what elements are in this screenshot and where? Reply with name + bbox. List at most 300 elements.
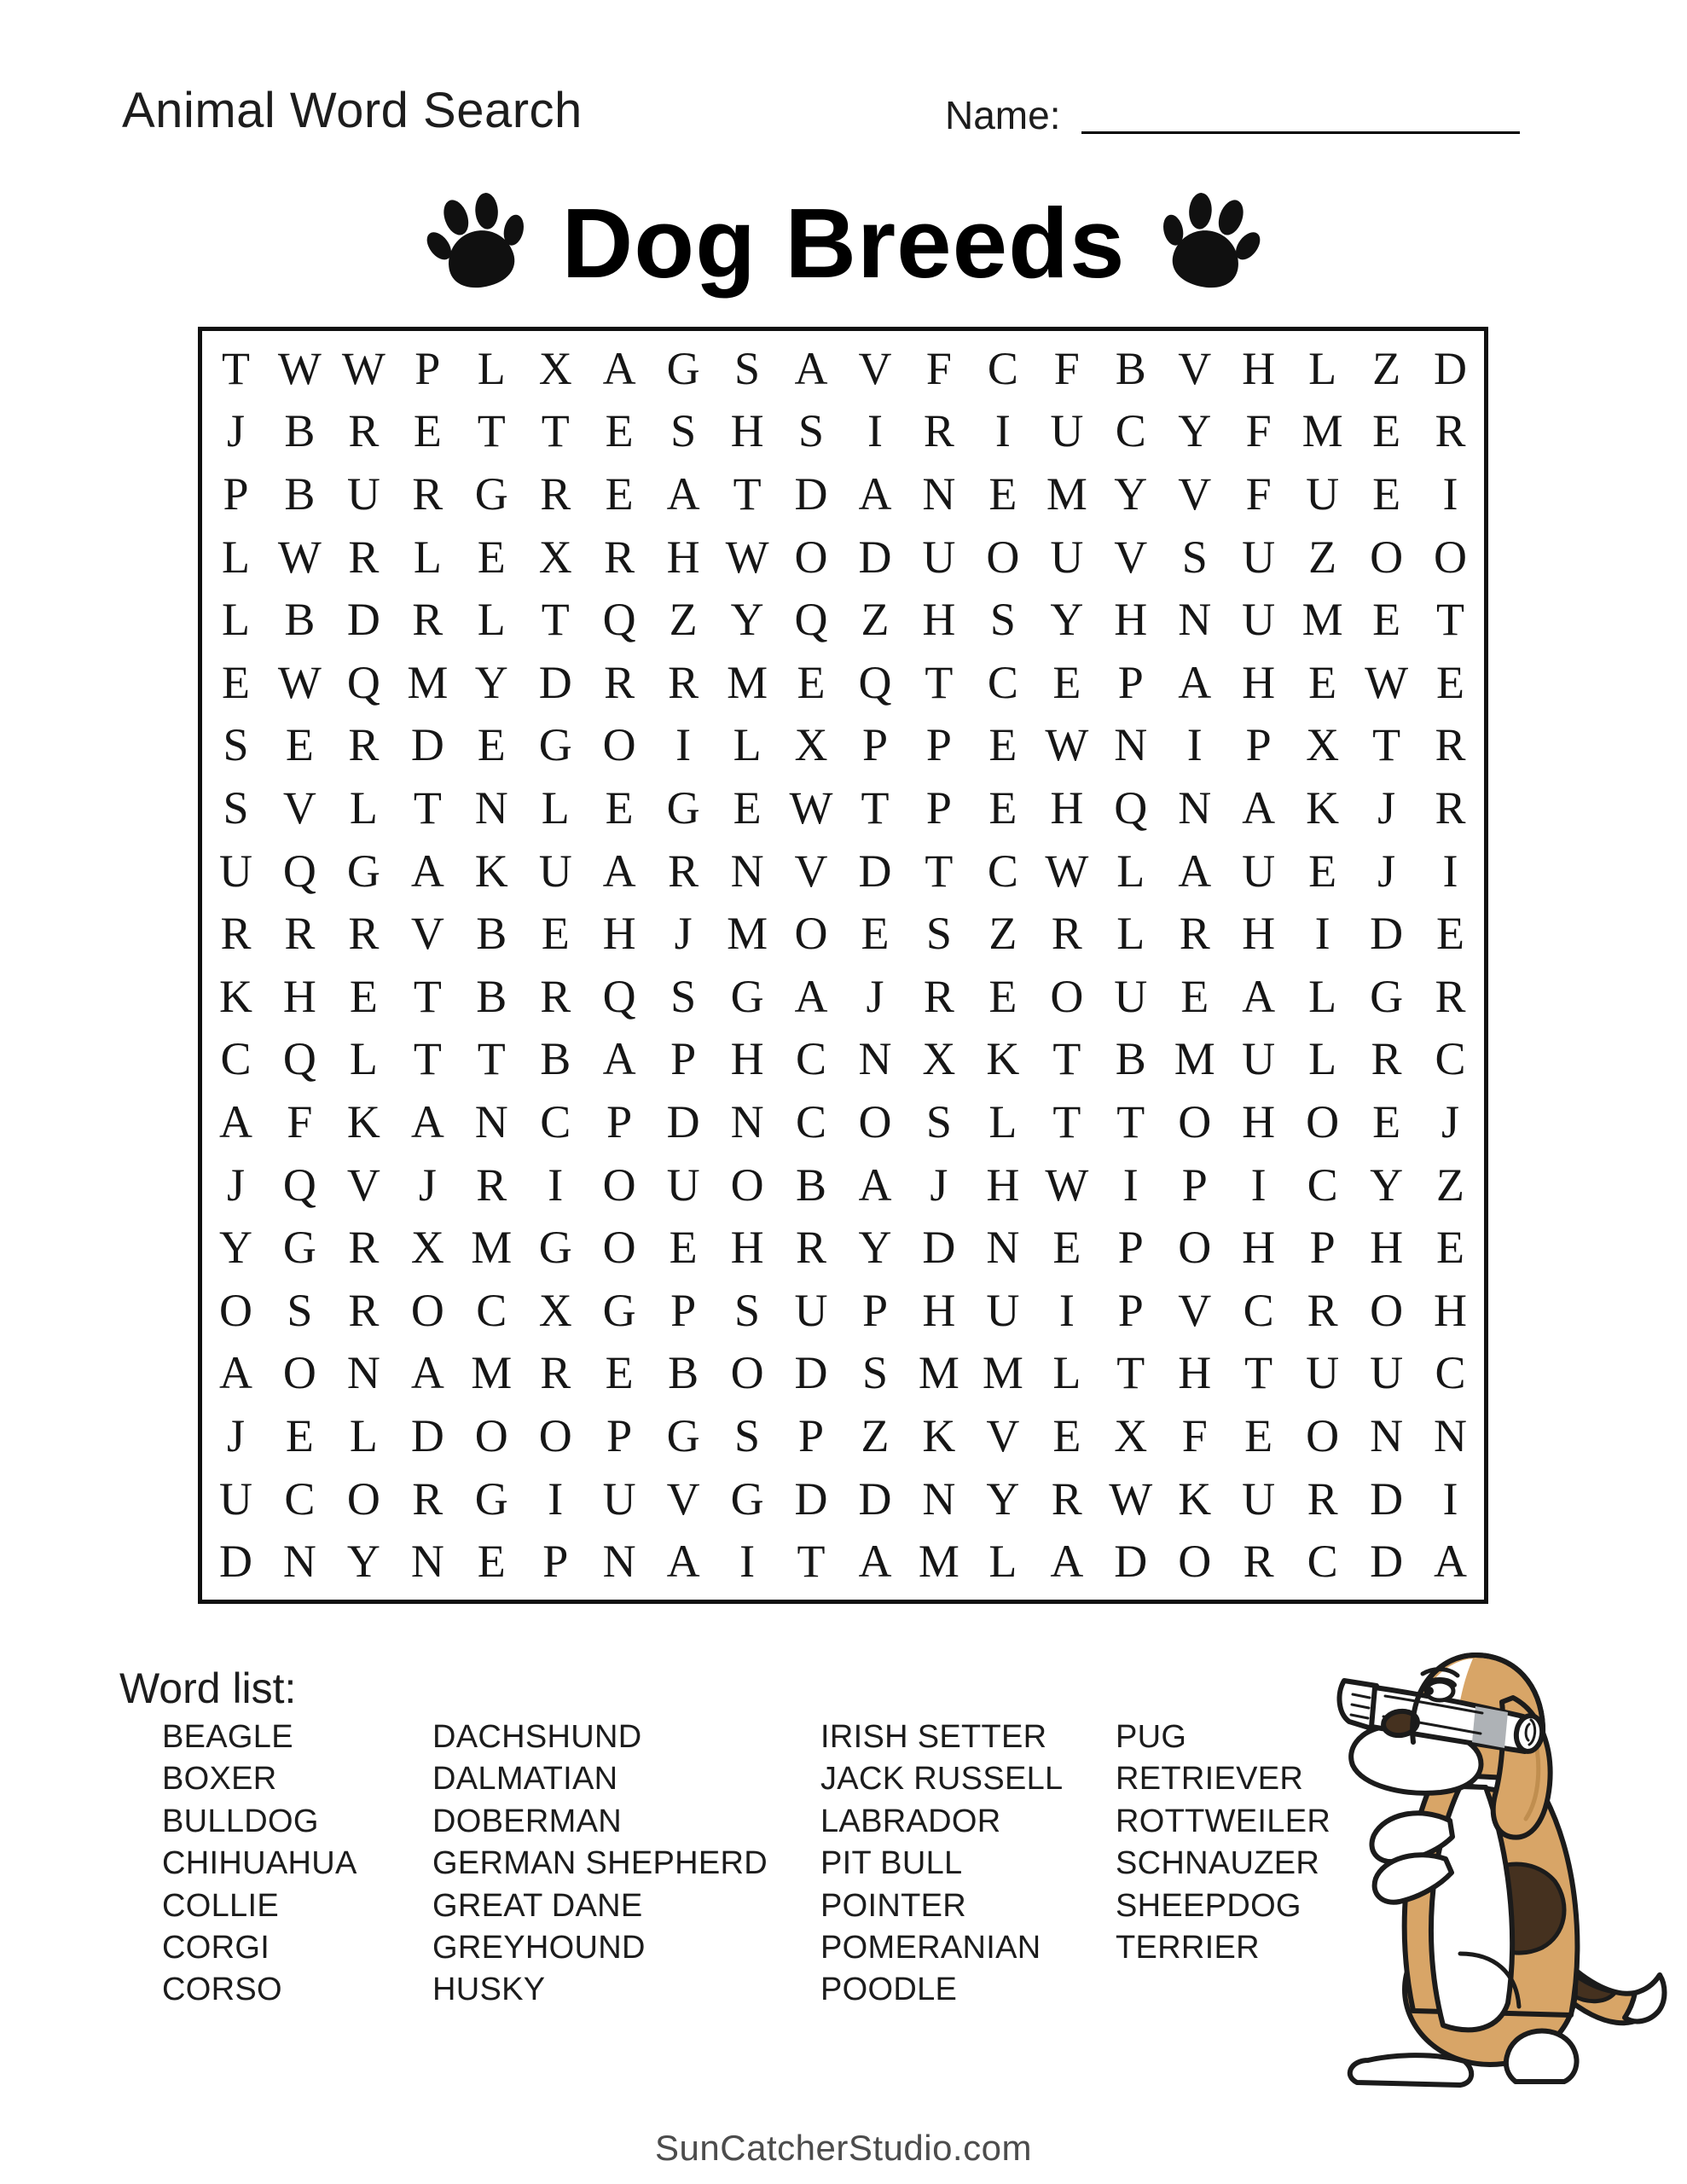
word-list-item: DALMATIAN [432, 1761, 618, 1798]
grid-cell: N [922, 468, 956, 520]
grid-cell: T [1244, 1347, 1273, 1399]
grid-cell: J [1377, 781, 1396, 834]
grid-cell: E [1308, 845, 1337, 897]
grid-cell: L [988, 1536, 1017, 1588]
grid-cell: O [1178, 1095, 1212, 1147]
grid-cell: R [668, 656, 699, 708]
grid-cell: B [284, 405, 316, 457]
grid-cell: E [1052, 656, 1081, 708]
grid-cell: V [346, 1159, 380, 1211]
grid-cell: V [1178, 342, 1212, 394]
grid-cell: H [1242, 1222, 1276, 1274]
grid-cell: A [1050, 1536, 1084, 1588]
grid-cell: W [277, 531, 322, 583]
grid-cell: P [670, 1284, 697, 1336]
grid-cell: N [410, 1536, 444, 1588]
grid-cell: E [605, 405, 634, 457]
grid-cell: A [602, 342, 636, 394]
grid-cell: R [1307, 1284, 1338, 1336]
puzzle-title-row [0, 175, 1687, 311]
grid-cell: W [789, 781, 833, 834]
grid-cell: T [1052, 1033, 1081, 1085]
grid-cell: X [538, 1284, 572, 1336]
grid-cell: B [1115, 1033, 1146, 1085]
word-list-item: GERMAN SHEPHERD [432, 1845, 768, 1882]
grid-cell: T [797, 1536, 826, 1588]
grid-cell: E [285, 1409, 314, 1461]
grid-cell: O [410, 1284, 444, 1336]
grid-cell: N [1434, 1409, 1468, 1461]
grid-cell: N [346, 1347, 380, 1399]
grid-cell: O [1434, 531, 1468, 583]
word-list-item: SCHNAUZER [1116, 1845, 1320, 1882]
grid-cell: A [602, 845, 636, 897]
grid-cell: E [988, 719, 1017, 771]
grid-cell: T [1116, 1347, 1145, 1399]
grid-cell: V [282, 781, 316, 834]
grid-cell: H [730, 1033, 764, 1085]
grid-cell: I [548, 1472, 564, 1525]
grid-cell: M [471, 1222, 513, 1274]
grid-cell: O [1178, 1536, 1212, 1588]
grid-cell: I [1122, 1159, 1139, 1211]
grid-cell: M [471, 1347, 513, 1399]
grid-cell: U [1370, 1347, 1404, 1399]
grid-cell: L [349, 781, 378, 834]
grid-cell: Z [861, 1409, 890, 1461]
grid-cell: F [1245, 468, 1272, 520]
grid-cell: W [1045, 1159, 1089, 1211]
grid-cell: C [1307, 1159, 1338, 1211]
grid-cell: C [987, 342, 1018, 394]
grid-cell: O [538, 1409, 572, 1461]
grid-cell: E [1052, 1222, 1081, 1274]
grid-cell: L [733, 719, 762, 771]
grid-cell: U [1242, 1033, 1276, 1085]
grid-cell: D [1370, 1536, 1404, 1588]
grid-cell: O [794, 531, 828, 583]
grid-cell: C [284, 1472, 316, 1525]
grid-cell: Q [282, 845, 316, 897]
grid-cell: A [858, 1159, 892, 1211]
grid-cell: E [541, 908, 570, 960]
grid-cell: V [666, 1472, 700, 1525]
grid-cell: S [734, 1284, 761, 1336]
grid-cell: X [922, 1033, 956, 1085]
grid-cell: W [1109, 1472, 1153, 1525]
grid-cell: T [221, 342, 250, 394]
grid-cell: R [668, 845, 699, 897]
grid-cell: O [1306, 1409, 1340, 1461]
grid-cell: L [1308, 342, 1337, 394]
grid-cell: Y [858, 1222, 892, 1274]
grid-cell: F [925, 342, 952, 394]
grid-cell: E [733, 781, 762, 834]
grid-cell: E [605, 468, 634, 520]
grid-cell: H [1050, 781, 1084, 834]
grid-cell: A [794, 342, 828, 394]
grid-cell: M [727, 656, 768, 708]
grid-cell: C [796, 1095, 827, 1147]
grid-cell: M [982, 1347, 1023, 1399]
grid-cell: T [861, 781, 890, 834]
grid-cell: E [413, 405, 442, 457]
grid-cell: A [1242, 781, 1276, 834]
grid-cell: E [1308, 656, 1337, 708]
grid-cell: K [1178, 1472, 1212, 1525]
grid-cell: L [413, 531, 442, 583]
word-list-item: PIT BULL [820, 1845, 963, 1882]
grid-cell: E [797, 656, 826, 708]
word-list-item: BOXER [162, 1761, 277, 1798]
grid-cell: C [476, 1284, 507, 1336]
grid-cell: E [1436, 1222, 1465, 1274]
word-list-item: SHEEPDOG [1116, 1887, 1301, 1924]
grid-cell: X [538, 531, 572, 583]
footer [0, 2128, 1687, 2169]
grid-cell: S [861, 1347, 888, 1399]
grid-cell: D [794, 468, 828, 520]
grid-cell: Z [861, 594, 890, 646]
grid-cell: U [218, 1472, 252, 1525]
grid-cell: R [1435, 781, 1466, 834]
grid-cell: G [666, 342, 700, 394]
grid-cell: R [1243, 1536, 1274, 1588]
grid-cell: C [1435, 1033, 1466, 1085]
grid-cell: W [725, 531, 769, 583]
grid-cell: Y [1178, 405, 1212, 457]
grid-cell: D [858, 531, 892, 583]
grid-cell: E [1436, 656, 1465, 708]
grid-cell: D [346, 594, 380, 646]
grid-cell: R [348, 1222, 380, 1274]
grid-cell: U [986, 1284, 1020, 1336]
grid-cell: P [1181, 1159, 1208, 1211]
grid-cell: P [1117, 1222, 1144, 1274]
grid-cell: W [277, 342, 322, 394]
word-list-item: POMERANIAN [820, 1930, 1041, 1966]
grid-cell: U [346, 468, 380, 520]
grid-cell: P [670, 1033, 697, 1085]
grid-cell: R [540, 970, 571, 1022]
grid-cell: D [922, 1222, 956, 1274]
grid-cell: E [988, 781, 1017, 834]
grid-cell: L [1308, 970, 1337, 1022]
grid-cell: R [1051, 908, 1082, 960]
grid-cell: D [858, 845, 892, 897]
name-label: Name: [945, 93, 1061, 137]
grid-cell: Z [1436, 1159, 1465, 1211]
grid-cell: F [1245, 405, 1272, 457]
grid-cell: O [474, 1409, 508, 1461]
grid-cell: R [476, 1159, 507, 1211]
grid-cell: Z [669, 594, 698, 646]
grid-cell: Y [1370, 1159, 1404, 1211]
grid-cell: R [1435, 719, 1466, 771]
grid-cell: R [348, 531, 380, 583]
grid-cell: D [1434, 342, 1468, 394]
grid-cell: S [223, 781, 249, 834]
grid-cell: I [1058, 1284, 1075, 1336]
grid-cell: R [348, 1284, 380, 1336]
grid-cell: O [1050, 970, 1084, 1022]
grid-cell: R [540, 468, 571, 520]
grid-cell: C [987, 845, 1018, 897]
grid-cell: A [410, 845, 444, 897]
grid-cell: U [1306, 468, 1340, 520]
grid-cell: U [794, 1284, 828, 1336]
grid-cell: I [994, 405, 1011, 457]
grid-cell: J [1377, 845, 1396, 897]
grid-cell: E [1052, 1409, 1081, 1461]
grid-cell: I [1442, 468, 1458, 520]
grid-cell: B [540, 1033, 571, 1085]
grid-cell: O [730, 1159, 764, 1211]
word-list-item: DACHSHUND [432, 1719, 642, 1755]
grid-cell: Q [282, 1033, 316, 1085]
grid-cell: E [861, 908, 890, 960]
grid-cell: L [477, 594, 506, 646]
grid-cell: X [410, 1222, 444, 1274]
word-list-item: CORGI [162, 1930, 270, 1966]
grid-cell: R [284, 908, 316, 960]
grid-cell: R [1051, 1472, 1082, 1525]
grid-cell: R [923, 405, 954, 457]
word-list-item: TERRIER [1116, 1930, 1260, 1966]
grid-cell: U [1050, 405, 1084, 457]
grid-cell: U [538, 845, 572, 897]
grid-cell: G [602, 1284, 636, 1336]
word-list-column [1116, 1716, 1330, 1969]
grid-cell: E [1436, 908, 1465, 960]
grid-cell: K [986, 1033, 1020, 1085]
grid-cell: N [282, 1536, 316, 1588]
grid-cell: H [1242, 1095, 1276, 1147]
letter-grid [198, 327, 1488, 1604]
grid-cell: I [548, 1159, 564, 1211]
grid-cell: S [223, 719, 249, 771]
grid-cell: J [930, 1159, 948, 1211]
grid-cell: M [1046, 468, 1087, 520]
grid-cell: O [602, 1159, 636, 1211]
word-list-column [432, 1716, 768, 2012]
grid-cell: H [666, 531, 700, 583]
grid-cell: H [1434, 1284, 1468, 1336]
grid-cell: O [794, 908, 828, 960]
word-list-item: HUSKY [432, 1972, 546, 2008]
grid-cell: J [226, 405, 245, 457]
word-list-item: ROTTWEILER [1116, 1803, 1331, 1839]
grid-cell: Q [602, 594, 636, 646]
grid-cell: E [1372, 468, 1401, 520]
grid-cell: S [925, 908, 952, 960]
grid-cell: P [925, 781, 952, 834]
grid-cell: P [861, 1284, 888, 1336]
grid-cell: L [988, 1095, 1017, 1147]
grid-cell: H [1178, 1347, 1212, 1399]
grid-cell: I [1186, 719, 1203, 771]
grid-cell: Y [1050, 594, 1084, 646]
grid-cell: D [794, 1347, 828, 1399]
grid-cell: A [1178, 845, 1212, 897]
paw-print-icon [415, 178, 539, 302]
grid-cell: G [730, 970, 764, 1022]
grid-cell: E [605, 1347, 634, 1399]
grid-cell: N [730, 845, 764, 897]
grid-cell: Z [1308, 531, 1337, 583]
grid-cell: A [858, 1536, 892, 1588]
grid-cell: T [413, 1033, 442, 1085]
grid-cell: H [282, 970, 316, 1022]
grid-cell: T [1116, 1095, 1145, 1147]
grid-cell: R [1179, 908, 1210, 960]
footer-site: SunCatcherStudio.com [655, 2128, 1032, 2168]
grid-cell: Z [988, 908, 1017, 960]
grid-cell: P [1117, 1284, 1144, 1336]
grid-cell: I [1250, 1159, 1267, 1211]
grid-cell: D [858, 1472, 892, 1525]
grid-cell: A [858, 468, 892, 520]
grid-cell: U [602, 1472, 636, 1525]
grid-cell: P [1117, 656, 1144, 708]
grid-cell: T [413, 781, 442, 834]
grid-cell: A [218, 1095, 252, 1147]
grid-cell: D [666, 1095, 700, 1147]
word-list-item: POODLE [820, 1972, 958, 2008]
grid-cell: R [1371, 1033, 1402, 1085]
grid-cell: S [287, 1284, 313, 1336]
grid-cell: H [1242, 656, 1276, 708]
grid-cell: O [1370, 1284, 1404, 1336]
grid-cell: X [538, 342, 572, 394]
grid-cell: I [1442, 1472, 1458, 1525]
grid-cell: D [1370, 908, 1404, 960]
grid-cell: D [538, 656, 572, 708]
grid-cell: O [1370, 531, 1404, 583]
grid-cell: R [348, 405, 380, 457]
grid-cell: P [606, 1095, 633, 1147]
grid-cell: U [1306, 1347, 1340, 1399]
grid-cell: Y [730, 594, 764, 646]
grid-cell: L [477, 342, 506, 394]
grid-cell: T [925, 845, 954, 897]
grid-cell: L [1116, 908, 1145, 960]
grid-cell: D [410, 719, 444, 771]
grid-cell: B [476, 970, 507, 1022]
grid-cell: O [986, 531, 1020, 583]
grid-cell: L [1052, 1347, 1081, 1399]
grid-cell: H [602, 908, 636, 960]
grid-cell: X [1114, 1409, 1148, 1461]
grid-cell: O [730, 1347, 764, 1399]
grid-cell: T [1436, 594, 1465, 646]
grid-cell: V [1114, 531, 1148, 583]
grid-cell: T [413, 970, 442, 1022]
word-list-column [820, 1716, 1063, 2012]
grid-cell: A [410, 1095, 444, 1147]
word-list-item: GREYHOUND [432, 1930, 646, 1966]
grid-cell: A [666, 468, 700, 520]
grid-cell: W [1365, 656, 1409, 708]
grid-cell: H [1114, 594, 1148, 646]
grid-cell: H [1242, 342, 1276, 394]
grid-cell: B [668, 1347, 699, 1399]
grid-cell: V [858, 342, 892, 394]
grid-cell: E [349, 970, 378, 1022]
grid-cell: Q [282, 1159, 316, 1211]
grid-cell: P [1245, 719, 1272, 771]
grid-cell: Q [346, 656, 380, 708]
grid-cell: V [1178, 468, 1212, 520]
grid-cell: T [733, 468, 762, 520]
grid-cell: D [1370, 1472, 1404, 1525]
grid-cell: L [221, 531, 250, 583]
grid-cell: D [410, 1409, 444, 1461]
grid-cell: S [989, 594, 1016, 646]
grid-cell: B [1115, 342, 1146, 394]
grid-cell: M [727, 908, 768, 960]
grid-cell: C [540, 1095, 571, 1147]
grid-cell: P [415, 342, 441, 394]
beagle-with-newspaper-illustration [1332, 1631, 1673, 2096]
grid-cell: W [1045, 845, 1089, 897]
grid-cell: Y [218, 1222, 252, 1274]
grid-cell: A [218, 1347, 252, 1399]
grid-cell: T [541, 405, 570, 457]
grid-cell: P [861, 719, 888, 771]
word-list-item: POINTER [820, 1887, 967, 1924]
grid-cell: R [348, 719, 380, 771]
grid-cell: U [1242, 1472, 1276, 1525]
grid-cell: M [918, 1347, 959, 1399]
grid-cell: H [986, 1159, 1020, 1211]
grid-cell: J [1441, 1095, 1460, 1147]
grid-cell: H [1242, 908, 1276, 960]
grid-cell: M [407, 656, 449, 708]
grid-cell: R [1307, 1472, 1338, 1525]
grid-cell: Z [1372, 342, 1401, 394]
grid-cell: E [988, 970, 1017, 1022]
grid-cell: T [925, 656, 954, 708]
word-list-item: IRISH SETTER [820, 1719, 1047, 1755]
word-list-item: BULLDOG [162, 1803, 319, 1839]
grid-cell: L [221, 594, 250, 646]
grid-cell: O [602, 719, 636, 771]
paw-print-icon [1148, 178, 1272, 302]
word-list-item: PUG [1116, 1719, 1187, 1755]
word-list-item: GREAT DANE [432, 1887, 643, 1924]
word-list-item: CORSO [162, 1972, 282, 2008]
grid-cell: U [1242, 531, 1276, 583]
grid-cell: N [1370, 1409, 1404, 1461]
grid-cell: G [282, 1222, 316, 1274]
grid-cell: T [477, 1033, 506, 1085]
grid-cell: V [410, 908, 444, 960]
grid-cell: G [474, 468, 508, 520]
grid-cell: Y [1114, 468, 1148, 520]
grid-cell: T [541, 594, 570, 646]
grid-cell: I [1314, 908, 1330, 960]
grid-cell: C [1435, 1347, 1466, 1399]
grid-cell: K [922, 1409, 956, 1461]
word-list-label: Word list: [119, 1664, 297, 1712]
grid-cell: E [988, 468, 1017, 520]
grid-cell: P [542, 1536, 569, 1588]
grid-cell: E [1372, 405, 1401, 457]
grid-cell: E [1372, 594, 1401, 646]
grid-cell: R [1435, 405, 1466, 457]
grid-cell: S [925, 1095, 952, 1147]
